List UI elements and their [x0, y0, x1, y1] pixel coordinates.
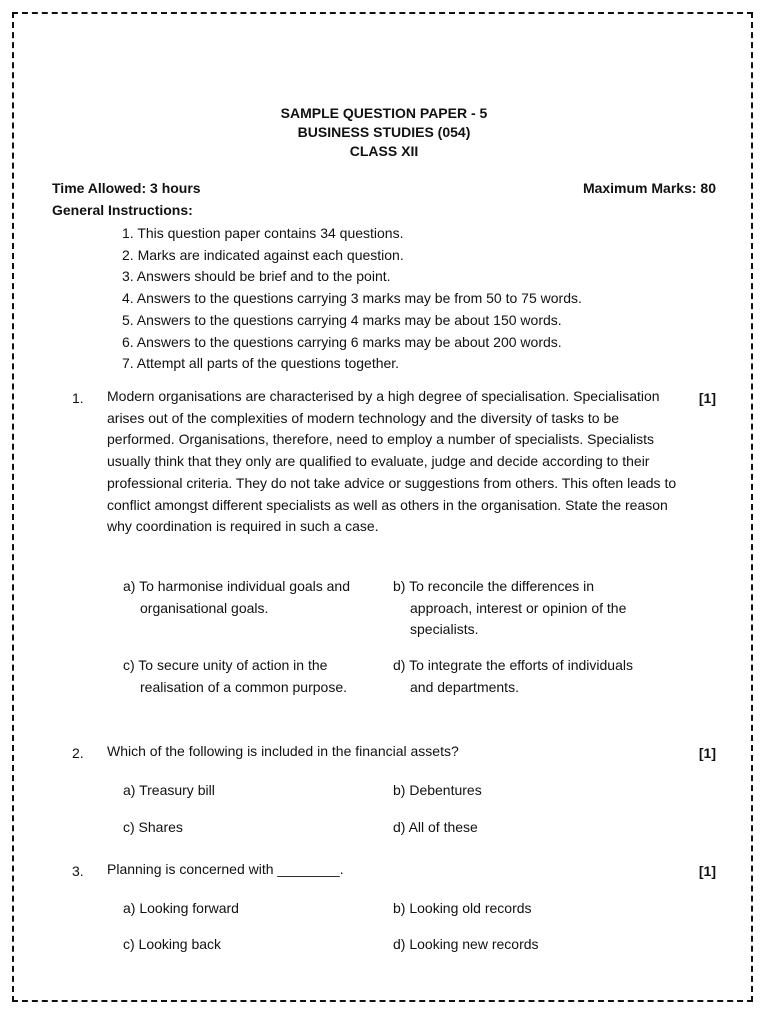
option-d[interactable]: d) All of these	[393, 819, 478, 835]
option-a[interactable]: a) To harmonise individual goals and organisational goals.	[123, 578, 350, 616]
option-c[interactable]: c) Shares	[123, 819, 183, 835]
instruction-item: 1. This question paper contains 34 questions.	[122, 225, 404, 241]
option-c[interactable]: c) To secure unity of action in the realisation of a common purpose.	[123, 657, 347, 695]
instruction-item: 4. Answers to the questions carrying 3 marks may be from 50 to 75 words.	[122, 290, 582, 307]
option-a[interactable]: a) Treasury bill	[123, 782, 215, 798]
maximum-marks: Maximum Marks: 80	[582, 180, 716, 196]
option-c[interactable]: c) Looking back	[123, 936, 222, 952]
class-title: CLASS XII	[349, 143, 419, 159]
instruction-item: 6. Answers to the questions carrying 6 marks may be about 200 words.	[122, 333, 562, 350]
paper-title: SAMPLE QUESTION PAPER - 5	[280, 105, 488, 121]
question-text: Modern organisations are characterised by a high degree of specialisation. Specialisation arises out of the complexities of modern technology and the diversity of tasks to be performed. Organisations, therefore, need to employ a number of specialists. Specialists usually think that they only are qualified to evaluate, judge and decide according to their professional criteria. They do not take advice or suggestions from others. This often leads to conflict amongst different specialists as well as others in the organisation. State the reason why coordination is required in such a case.	[107, 388, 677, 535]
option-b[interactable]: b) Looking old records	[393, 900, 532, 916]
question-text: Planning is concerned with ________.	[107, 861, 344, 877]
option-b[interactable]: b) Debentures	[393, 782, 482, 798]
question-marks: [1]	[698, 390, 716, 406]
instruction-item: 5. Answers to the questions carrying 4 marks may be about 150 words.	[122, 311, 562, 328]
question-marks: [1]	[698, 863, 716, 879]
question-number: 2.	[72, 745, 84, 761]
option-d[interactable]: d) Looking new records	[393, 936, 539, 952]
instructions-heading: General Instructions:	[52, 202, 193, 218]
option-a[interactable]: a) Looking forward	[123, 900, 239, 916]
question-marks: [1]	[698, 745, 716, 761]
instruction-item: 2. Marks are indicated against each question.	[122, 246, 404, 263]
question-number: 1.	[72, 390, 84, 406]
option-d[interactable]: d) To integrate the efforts of individuals and departments.	[393, 657, 633, 695]
instruction-item: 3. Answers should be brief and to the point.	[122, 268, 391, 285]
time-allowed: Time Allowed: 3 hours	[52, 180, 201, 196]
question-text: Which of the following is included in the financial assets?	[107, 743, 459, 759]
instructions-list	[122, 223, 582, 375]
instruction-item: 7. Attempt all parts of the questions together.	[122, 355, 400, 372]
option-b[interactable]: b) To reconcile the differences in approach, interest or opinion of the specialists.	[393, 578, 627, 638]
question-number: 3.	[72, 863, 84, 879]
subject-title: BUSINESS STUDIES (054)	[297, 124, 471, 140]
